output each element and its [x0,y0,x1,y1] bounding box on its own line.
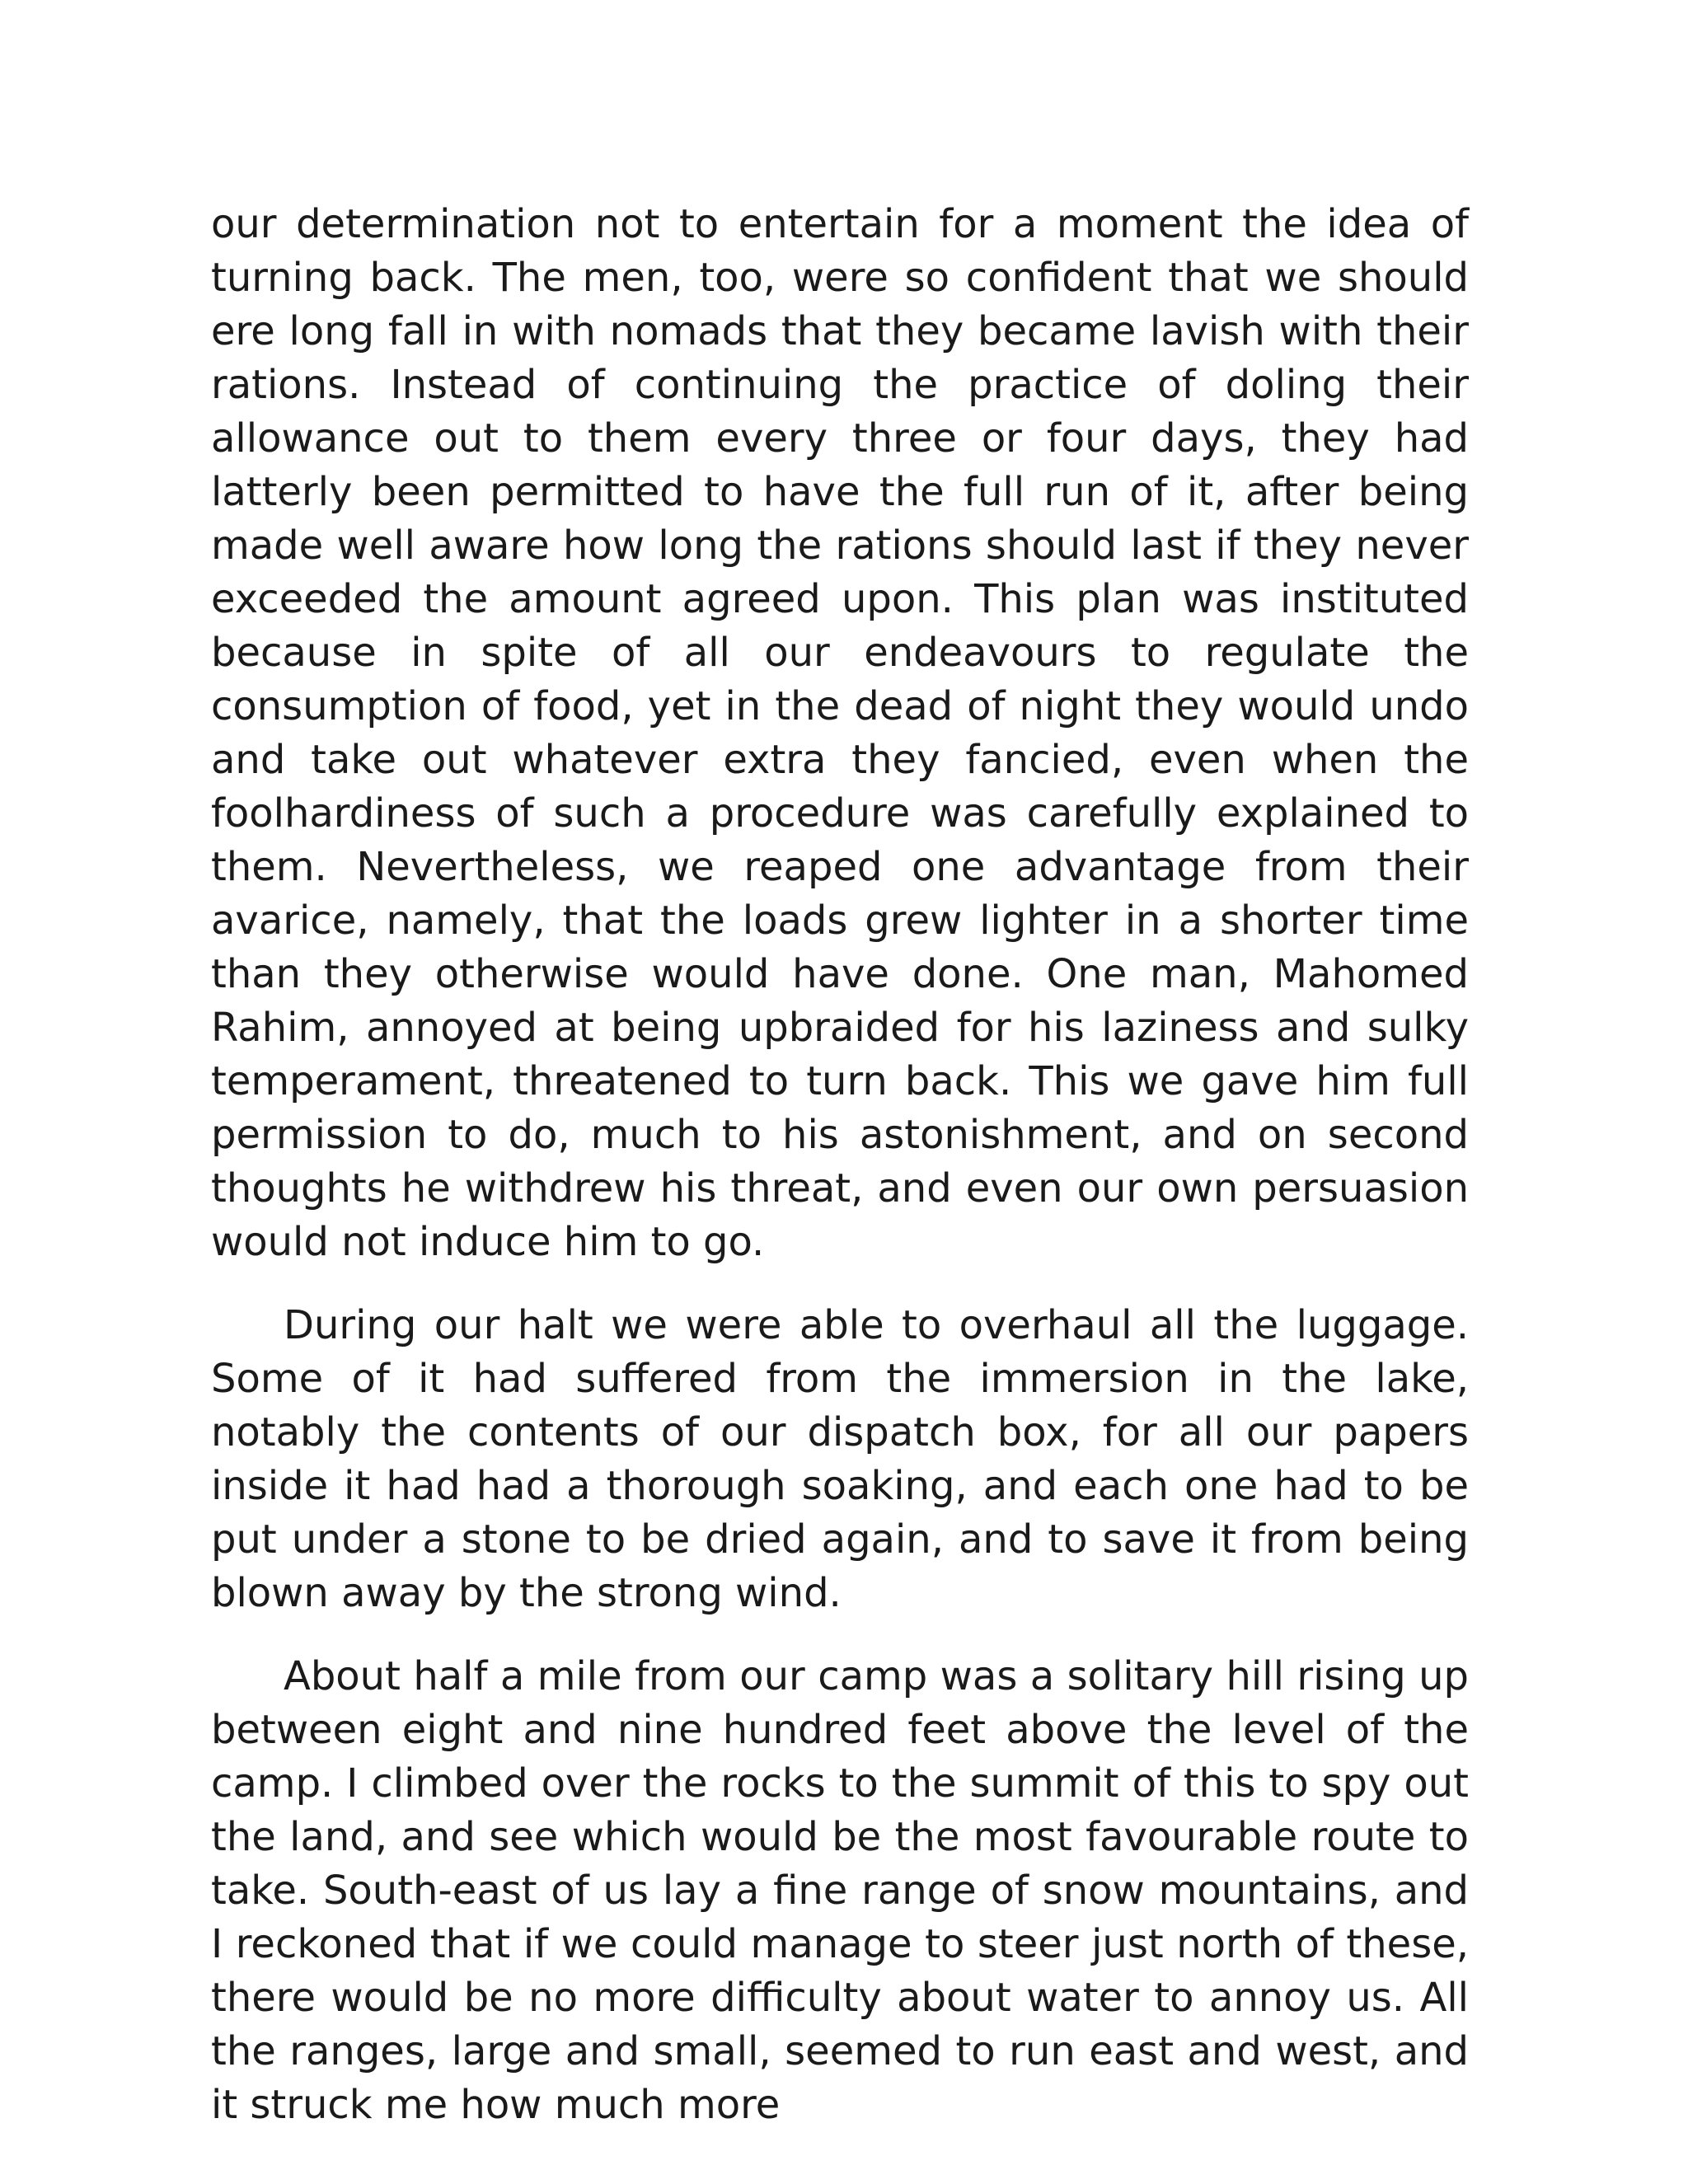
paragraph-luggage: During our halt we were able to overhaul all the luggage. Some of it had suffered from the immersion in the lake, notably the contents of our dispatch box, for all our papers inside it had had a thorough soaking, and each one had to be put under a stone to be dried again, and to save it from being blown away by the strong wind. [211,1302,1469,1616]
body-text [211,198,1469,2162]
paragraph-continuation: our determination not to entertain for a moment the idea of turning back. The men, too, were so confident that we should ere long fall in with nomads that they became lavish with their rations. Instead of continuing the practice of doling their allowance out to them every three or four days, they had latterly been permitted to have the full run of it, after being made well aware how long the rations should last if they never exceeded the amount agreed upon. This plan was instituted because in spite of all our endeavours to regulate the consumption of food, yet in the dead of night they would undo and take out whatever extra they fancied, even when the foolhardiness of such a procedure was carefully explained to them. Nevertheless, we reaped one advantage from their avarice, namely, that the loads grew lighter in a shorter time than they otherwise would have done. One man, Mahomed Rahim, annoyed at being upbraided for his laziness and sulky temperament, threatened to turn back. This we gave him full permission to do, much to his astonishment, and on second thoughts he withdrew his threat, and even our own persuasion would not induce him to go. [211,201,1469,1265]
paragraph-hill: About half a mile from our camp was a solitary hill rising up between eight and nine hundred feet above the level of the camp. I climbed over the rocks to the summit of this to spy out the land, and see which would be the most favourable route to take. South-east of us lay a fine range of snow mountains, and I reckoned that if we could manage to steer just north of these, there would be no more difficulty about water to annoy us. All the ranges, large and small, seemed to run east and west, and it struck me how much more [211,1653,1469,2128]
